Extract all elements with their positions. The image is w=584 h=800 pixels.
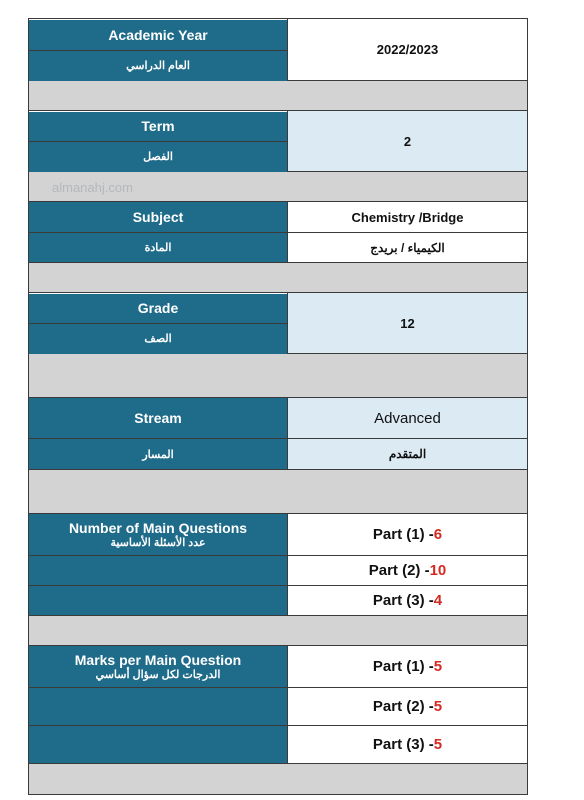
academic-year-label-en — [29, 20, 287, 51]
subject-value-en: Chemistry /Bridge — [287, 202, 527, 232]
grade-row — [29, 293, 527, 354]
main-questions-part-3 — [287, 586, 527, 615]
exam-info-table — [28, 18, 528, 795]
term-value: 2 — [287, 111, 527, 171]
subject-value-ar: الكيمياء / بريدج — [287, 233, 527, 262]
grade-label-ar-text: الصف — [144, 333, 172, 345]
main-questions-part-2 — [287, 556, 527, 585]
spacer-row — [29, 172, 527, 202]
stream-value-ar: المتقدم — [287, 439, 527, 469]
term-row — [29, 111, 527, 172]
part-value: 10 — [429, 562, 447, 579]
part-label: Part (1) - — [372, 526, 434, 543]
marks-row-1 — [29, 646, 527, 688]
term-labels — [29, 111, 287, 172]
subject-label-ar-text: المادة — [144, 242, 172, 254]
academic-year-row — [29, 19, 527, 81]
marks-label-ar: الدرجات لكل سؤال أساسي — [95, 669, 221, 681]
subject-label-ar — [29, 233, 287, 262]
term-label-text: Term — [141, 118, 175, 134]
marks-row-2 — [29, 688, 527, 726]
part-value: 5 — [433, 698, 443, 715]
spacer-row — [29, 354, 527, 398]
main-questions-row-3 — [29, 586, 527, 616]
subject-label-en — [29, 202, 287, 232]
stream-label-en — [29, 398, 287, 438]
spacer-row — [29, 263, 527, 293]
main-questions-part-1 — [287, 514, 527, 555]
spacer-row — [29, 81, 527, 111]
stream-label-ar — [29, 439, 287, 469]
marks-part-3 — [287, 726, 527, 763]
marks-label-blank — [29, 688, 287, 725]
part-value: 5 — [433, 736, 443, 753]
grade-label-en — [29, 294, 287, 324]
stream-value-en: Advanced — [287, 398, 527, 438]
watermark: almanahj.com — [52, 180, 133, 195]
part-label: Part (2) - — [368, 562, 430, 579]
part-label: Part (3) - — [372, 736, 434, 753]
term-label-ar-text: الفصل — [143, 151, 173, 163]
main-questions-row-2 — [29, 556, 527, 586]
marks-label — [29, 646, 287, 687]
grade-labels — [29, 293, 287, 354]
spacer-row — [29, 470, 527, 514]
main-questions-label-ar: عدد الأسئلة الأساسية — [110, 537, 206, 549]
academic-year-value: 2022/2023 — [287, 19, 527, 80]
term-label-ar — [29, 142, 287, 172]
main-questions-label-blank — [29, 556, 287, 585]
stream-row-ar — [29, 439, 527, 470]
subject-row-ar — [29, 233, 527, 263]
grade-label-text: Grade — [137, 300, 179, 316]
main-questions-label-en: Number of Main Questions — [68, 520, 248, 536]
grade-value: 12 — [287, 293, 527, 353]
spacer-row — [29, 616, 527, 646]
stream-row-en — [29, 398, 527, 439]
subject-row-en — [29, 202, 527, 233]
stream-label-text: Stream — [134, 410, 182, 426]
academic-year-label-ar-text: العام الدراسي — [126, 60, 190, 72]
main-questions-row-1 — [29, 514, 527, 556]
term-label-en — [29, 112, 287, 142]
grade-label-ar — [29, 324, 287, 354]
part-value: 6 — [433, 526, 443, 543]
part-label: Part (1) - — [372, 658, 434, 675]
marks-label-en: Marks per Main Question — [74, 652, 242, 668]
part-value: 5 — [433, 658, 443, 675]
marks-part-2 — [287, 688, 527, 725]
part-value: 4 — [433, 592, 443, 609]
main-questions-label — [29, 514, 287, 555]
academic-year-label-text: Academic Year — [108, 26, 208, 43]
subject-label-text: Subject — [132, 209, 184, 225]
marks-label-blank — [29, 726, 287, 763]
academic-year-labels — [29, 19, 287, 81]
marks-row-3 — [29, 726, 527, 764]
stream-label-ar-text: المسار — [142, 448, 174, 461]
main-questions-label-blank — [29, 586, 287, 615]
marks-part-1 — [287, 646, 527, 687]
part-label: Part (3) - — [372, 592, 434, 609]
academic-year-label-ar — [29, 51, 287, 81]
spacer-row — [29, 764, 527, 794]
part-label: Part (2) - — [372, 698, 434, 715]
